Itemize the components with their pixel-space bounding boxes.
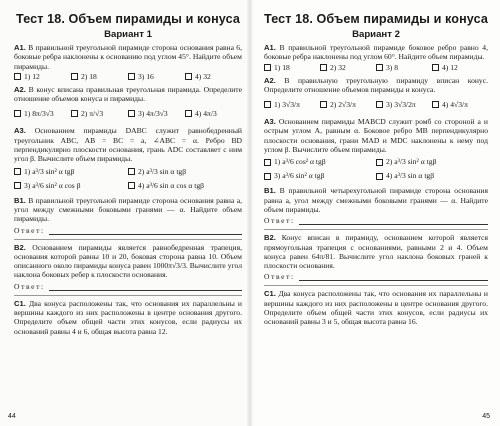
task-text: Основанием пирамиды MABCD служит ромб со стороной a и острым углом A, равным α. Боковое ребро MB перпендикулярно плоскости основания, грани MAD и MDC наклонены к нему под углом β. Вычислите объем пирамиды. <box>264 117 488 155</box>
answer-option[interactable] <box>376 169 488 183</box>
answer-option[interactable] <box>264 95 320 114</box>
checkbox[interactable] <box>432 64 439 71</box>
option-label: 2) a³/3 sin² α tgβ <box>386 157 437 167</box>
answer-label: Ответ: <box>264 272 295 282</box>
option-label: 3) 3√3/2π <box>386 99 416 109</box>
task-text: В правильной треугольной пирамиде сторона основания равна a, угол между смежными боковыми гранями — α. Найдите объем пирамиды. <box>14 195 242 224</box>
checkbox[interactable] <box>264 159 271 166</box>
task-a1 <box>264 43 488 62</box>
task-number: С1. <box>14 298 26 308</box>
task-number: А3. <box>14 126 26 136</box>
task-b1 <box>264 186 488 214</box>
task-c1 <box>264 289 488 326</box>
option-label: 1) a³/6 cos² α tgβ <box>274 157 326 167</box>
answer-option[interactable] <box>320 95 376 114</box>
answer-option[interactable] <box>185 104 242 123</box>
task-number: А2. <box>14 84 26 94</box>
answer-option[interactable] <box>320 63 376 73</box>
answer-option[interactable] <box>71 104 128 123</box>
checkbox[interactable] <box>14 73 21 80</box>
task-number: В2. <box>264 233 276 243</box>
task-text: Конус вписан в пирамиду, основанием которой является прямоугольная трапеция с основаниями, равными 2 и 4. Объем конуса равен 64π/81. Вычислите угол наклона боковых граней к плоскости основания. <box>264 233 488 271</box>
task-number: А2. <box>264 75 276 85</box>
answer-option[interactable] <box>264 169 376 183</box>
checkbox[interactable] <box>376 64 383 71</box>
task-number: В1. <box>264 186 276 196</box>
divider <box>14 295 242 296</box>
answer-option[interactable] <box>14 165 128 179</box>
task-a1 <box>14 43 242 71</box>
checkbox[interactable] <box>14 182 21 189</box>
answer-line[interactable] <box>264 216 488 225</box>
checkbox[interactable] <box>128 168 135 175</box>
task-number: В1. <box>14 195 26 205</box>
option-label: 2) 18 <box>81 71 97 81</box>
page-number: 44 <box>8 413 16 420</box>
task-number: А1. <box>14 43 26 52</box>
option-label: 1) 3√3/π <box>274 99 300 109</box>
answer-option[interactable] <box>128 72 185 82</box>
checkbox[interactable] <box>264 101 271 108</box>
checkbox[interactable] <box>14 110 21 117</box>
option-label: 4) a³/6 sin α cos α tgβ <box>138 180 204 190</box>
answer-option[interactable] <box>128 165 242 179</box>
answer-option[interactable] <box>14 179 128 193</box>
answer-option[interactable] <box>376 95 432 114</box>
option-label: 3) 4π/3√3 <box>138 108 168 118</box>
answer-label: Ответ: <box>14 281 45 291</box>
task-b1 <box>14 196 242 224</box>
checkbox[interactable] <box>376 101 383 108</box>
answer-options-a3 <box>14 165 242 193</box>
answer-option[interactable] <box>264 155 376 169</box>
option-label: 2) 2√3/π <box>330 99 356 109</box>
option-label: 3) a³/6 sin² α tgβ <box>274 171 325 181</box>
checkbox[interactable] <box>376 159 383 166</box>
option-label: 2) 32 <box>330 62 346 72</box>
answer-option[interactable] <box>185 72 242 82</box>
option-label: 4) 12 <box>442 62 458 72</box>
divider <box>264 285 488 286</box>
answer-options-a1 <box>14 72 242 82</box>
task-number: С1. <box>264 289 276 299</box>
checkbox[interactable] <box>71 73 78 80</box>
checkbox[interactable] <box>128 182 135 189</box>
answer-options-a1 <box>264 63 488 73</box>
answer-line[interactable] <box>264 272 488 281</box>
answer-label: Ответ: <box>264 216 295 226</box>
task-text: В правильной четырехугольной пирамиде сторона основания равна a, угол между смежными боковыми гранями — α. Найдите объем пирамиды. <box>264 186 488 214</box>
answer-blank[interactable] <box>49 282 242 291</box>
answer-options-a2 <box>264 95 488 114</box>
answer-option[interactable] <box>71 72 128 82</box>
divider <box>264 229 488 230</box>
checkbox[interactable] <box>185 73 192 80</box>
answer-option[interactable] <box>128 104 185 123</box>
task-text: В конус вписана правильная треугольная пирамида. Определите отношение объемов конуса и пирамиды. <box>14 84 242 104</box>
variant-heading: Вариант 2 <box>352 29 400 40</box>
option-label: 1) a³/3 sin² α tgβ <box>24 166 75 176</box>
option-label: 2) a³/3 sin α tgβ <box>138 166 187 176</box>
answer-option[interactable] <box>264 63 320 73</box>
answer-label: Ответ: <box>14 225 45 235</box>
answer-line[interactable] <box>14 282 242 291</box>
task-a3 <box>264 117 488 154</box>
answer-blank[interactable] <box>299 216 488 225</box>
checkbox[interactable] <box>376 173 383 180</box>
page-number: 45 <box>482 413 490 420</box>
option-label: 3) a³/6 sin² α cos β <box>24 180 81 190</box>
checkbox[interactable] <box>432 101 439 108</box>
test-title: Тест 18. Объем пирамиды и конуса <box>264 12 488 26</box>
task-text: Основанием пирамиды является равнобедренная трапеция, основания которой равны 10 и 20, боковая сторона равна 10. Объем описанного около пирамиды конуса равен 1000π√3/3. Вычислите угол наклона боковых ребер к плоскости основания. <box>14 242 242 280</box>
task-number: А1. <box>264 43 276 52</box>
task-text: Два конуса расположены так, что основания их параллельны и вершины каждого из них расположены в центре основания другого. Определите объем общей части этих конусов, если радиусы их оснований равны 4 и 6, общая высота равна 12. <box>14 298 242 336</box>
divider <box>14 239 242 240</box>
checkbox[interactable] <box>71 110 78 117</box>
task-b2 <box>14 243 242 280</box>
task-b2 <box>264 233 488 270</box>
answer-option[interactable] <box>14 72 71 82</box>
checkbox[interactable] <box>264 173 271 180</box>
task-a2 <box>264 76 488 95</box>
checkbox[interactable] <box>128 110 135 117</box>
checkbox[interactable] <box>14 168 21 175</box>
answer-options-a3 <box>264 155 488 183</box>
answer-option[interactable] <box>14 104 71 123</box>
test-title: Тест 18. Объем пирамиды и конуса <box>16 12 240 26</box>
checkbox[interactable] <box>264 64 271 71</box>
answer-blank[interactable] <box>299 272 488 281</box>
option-label: 2) π/√3 <box>81 108 104 118</box>
task-text: Основанием пирамиды DABC служит равнобедренный треугольник ABC, AB = BC = a, ∠ABC = α. Ребро BD перпендикулярно плоскости основания, грань ADC составляет с ним угол β. Вычислите объем пирамиды. <box>14 126 242 164</box>
answer-blank[interactable] <box>49 226 242 235</box>
option-label: 1) 8π/3√3 <box>24 108 54 118</box>
task-c1 <box>14 299 242 336</box>
book-gutter <box>247 0 253 426</box>
task-text: В правильной треугольной пирамиде сторона основания равна 6, боковые ребра наклонены к основанию под углом 45°. Найдите объем пирамиды. <box>14 43 242 71</box>
answer-option[interactable] <box>432 63 488 73</box>
option-label: 3) 16 <box>138 71 154 81</box>
option-label: 4) 32 <box>195 71 211 81</box>
right-page <box>250 0 500 426</box>
checkbox[interactable] <box>320 101 327 108</box>
task-a3 <box>14 126 242 163</box>
option-label: 4) 4π/3 <box>195 108 217 118</box>
option-label: 3) 8 <box>386 62 399 72</box>
answer-options-a2 <box>14 104 242 123</box>
answer-option[interactable] <box>376 155 488 169</box>
option-label: 4) a³/3 sin α tgβ <box>386 171 435 181</box>
option-label: 1) 12 <box>24 71 40 81</box>
checkbox[interactable] <box>185 110 192 117</box>
task-text: В правильную треугольную пирамиду вписан конус. Определите отношение объемов пирамиды и конуса. <box>264 75 488 94</box>
task-number: В2. <box>14 242 26 252</box>
answer-option[interactable] <box>432 95 488 114</box>
task-number: А3. <box>264 117 276 127</box>
checkbox[interactable] <box>128 73 135 80</box>
task-text: Два конуса расположены так, что основания их параллельны и вершины каждого из них расположены в центре основания другого. Определите объем общей части этих конусов, если радиусы их оснований равны 3 и 5, общая высота равна 16. <box>264 289 488 327</box>
variant-heading: Вариант 1 <box>104 29 152 40</box>
task-a2 <box>14 85 242 104</box>
option-label: 1) 18 <box>274 62 290 72</box>
answer-option[interactable] <box>376 63 432 73</box>
answer-line[interactable] <box>14 226 242 235</box>
checkbox[interactable] <box>320 64 327 71</box>
option-label: 4) 4√3/π <box>442 99 468 109</box>
task-text: В правильной треугольной пирамиде боковое ребро равно 4, боковые ребра наклонены под углом 60°. Найдите объем пирамиды. <box>264 43 488 62</box>
answer-option[interactable] <box>128 179 242 193</box>
